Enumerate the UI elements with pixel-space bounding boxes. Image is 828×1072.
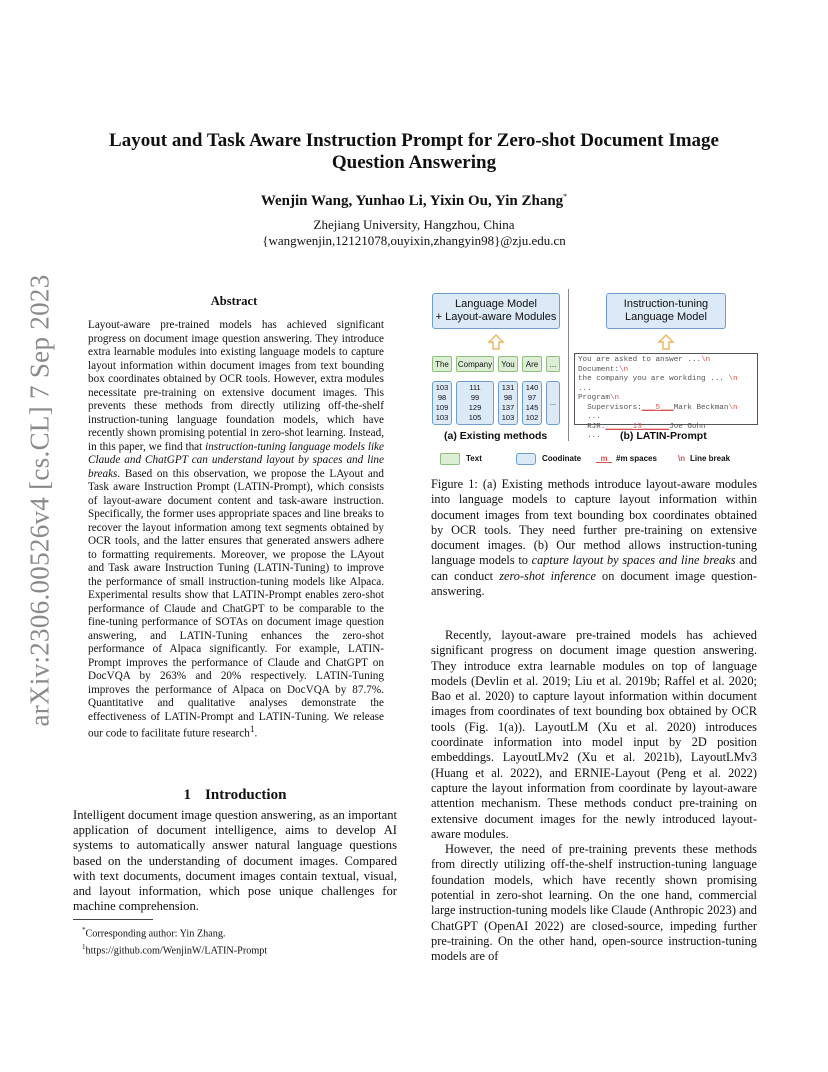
prompt-spaces-marker: ___5___	[641, 403, 674, 412]
prompt-line-text: ...	[578, 384, 592, 393]
footnote-1	[82, 924, 402, 941]
emails: {wangwenjin,12121078,ouyixin,zhangyin98}@zju.edu.cn	[262, 233, 566, 248]
prompt-line	[578, 404, 754, 414]
legend-text-label: Text	[466, 454, 482, 463]
caption-emphasis-1: capture layout by spaces and line breaks	[531, 553, 736, 568]
prompt-line	[578, 375, 754, 385]
left-model-line-2: + Layout-aware Modules	[435, 311, 557, 323]
coord-value: 109	[435, 403, 449, 412]
arxiv-identifier-stamp	[20, 273, 60, 727]
prompt-line	[578, 394, 754, 404]
authors-names: Wenjin Wang, Yunhao Li, Yixin Ou, Yin Zhang	[260, 193, 564, 209]
prompt-line-text: RJR:	[578, 422, 606, 431]
legend-spaces-label: #m spaces	[616, 454, 657, 463]
coord-value: 145	[525, 403, 539, 412]
legend-coord-swatch	[516, 453, 536, 465]
prompt-newline-marker: \n	[609, 394, 620, 402]
prompt-line-text: You are asked to answer ...	[578, 356, 702, 364]
prompt-line-text: ...	[578, 413, 601, 421]
coord-column-4	[522, 381, 542, 425]
token-you: You	[498, 356, 518, 372]
prompt-line-text: ...	[578, 432, 601, 440]
prompt-line	[578, 366, 754, 376]
coord-column-2	[456, 381, 494, 425]
caption-part-c: on document image question-answering.	[431, 568, 757, 599]
coord-column-ellipsis	[546, 381, 560, 425]
paragraph-recently: Recently, layout-aware pre-trained models has achieved significant progress on document image question answering. They introduce extra learnable modules on top of language models (Devlin et al. 2019; Liu et al. 2019b; Raffel et al. 2020; Bao et al. 2020) to capture layout information within document images from coordinates of text bounding box obtained by OCR tools (Fig. 1(a)). LayoutLM (Xu et al. 2020) introduces coordinate information into model input by 2D position embeddings. LayoutLMv2 (Xu et al. 2021b), LayoutLMv3 (Huang et al. 2022), and ERNIE-Layout (Peng et al. 2022) capture the layout information from coordinate by layout-aware attention mechanism. These methods conduct pre-training on extensive document images for the newly introduced layout-aware modules.	[431, 628, 757, 841]
footnotes	[82, 924, 402, 958]
coord-value: 98	[437, 393, 447, 402]
footnote-1-text: Corresponding author: Yin Zhang.	[85, 928, 226, 940]
abstract-part-2: . Based on this observation, we propose the LAyout and Task aware Instruction Prompt (LATIN-Prompt), which consists of layout-aware document content and task-aware instruction. Specifically, the former uses appropriate spaces and line breaks to recover the layout information among text segments obtained by OCR tools, and the latter ensures that generated answers adhere to formatting requirements. Moreover, we propose the LAyout and Task aware Instruction Tuning (LATIN-Tuning) to improve the performance of small instruction-tuning models like Alpaca. Experimental results show that LATIN-Prompt enables zero-shot performance of Claude and ChatGPT to be comparable to the fine-tuning performance of SOTAs on document image question answering, and LATIN-Tuning enhances the zero-shot performance of Alpaca significantly. For example, LATIN-Prompt improves the performance of Claude and ChatGPT on DocVQA by 263% and 20% respectively. LATIN-Tuning improves the performance of Alpaca on DocVQA by 87.7%. Quantitative and qualitative analyses demonstrate the effectiveness of LATIN-Prompt and LATIN-Tuning. We release our code to facilitate future research	[88, 467, 384, 740]
coord-value: 140	[525, 383, 539, 392]
legend-m: m	[600, 454, 608, 463]
coord-value: 97	[527, 393, 537, 402]
legend-newline-symbol: \n	[678, 454, 686, 463]
footnote-2	[82, 941, 402, 958]
prompt-line-text: Supervisors:	[578, 403, 642, 412]
right-model-line-2: Language Model	[625, 311, 707, 323]
right-column-body	[431, 628, 757, 965]
prompt-line-text: the company you are workding ...	[578, 375, 729, 383]
coord-column-1	[432, 381, 452, 425]
arxiv-id-text: arXiv:2306.00526v4 [cs.CL] 7 Sep 2023	[24, 273, 55, 727]
affiliation-block	[80, 217, 748, 249]
prompt-newline-marker: \n	[728, 403, 738, 412]
prompt-line	[578, 356, 754, 366]
prompt-newline-marker: \n	[619, 365, 629, 374]
legend-spaces-symbol	[596, 454, 612, 463]
up-arrow-icon	[657, 334, 675, 350]
abstract-heading: Abstract	[210, 294, 258, 308]
coord-value: 103	[435, 413, 449, 422]
prompt-spaces-marker: ______13______	[605, 422, 670, 431]
coord-value: ...	[549, 398, 557, 407]
prompt-line-text: Document:	[578, 365, 620, 374]
token-ellipsis: ...	[546, 356, 560, 372]
coord-value: 99	[470, 393, 480, 402]
coord-value: 105	[468, 413, 482, 422]
footnote-divider	[73, 919, 153, 920]
prompt-line-value: Mark Beckman	[673, 403, 729, 412]
left-model-line-1: Language Model	[455, 298, 537, 310]
caption-part-b: and can conduct	[431, 553, 757, 583]
figure-label-a: (a) Existing methods	[444, 430, 548, 442]
legend-coord-label: Coodinate	[542, 454, 582, 463]
instruction-tuning-model-box	[606, 293, 726, 329]
figure-divider	[568, 289, 569, 441]
section-number: 1	[183, 787, 192, 803]
coord-value: 137	[501, 403, 515, 412]
section-heading-introduction	[73, 787, 397, 804]
abstract-emphasis: instruction-tuning language models like Claude and ChatGPT can understand layout by spaces and line breaks	[88, 440, 384, 480]
token-are: Are	[522, 356, 542, 372]
figure-1	[428, 289, 758, 469]
prompt-line	[578, 385, 754, 395]
abstract-part-1: Layout-aware pre-trained models has achieved significant progress on document image question answering. They introduce extra learnable modules into existing language models to capture layout information within document images from text bounding box coordinates obtained by OCR tools. However, extra modules necessitate pre-training on extensive document images. This prevents these methods from directly utilizing off-the-shelf instruction-tuning language foundation models, which have recently shown promising potential in zero-shot learning. Instead, in this paper, we find that	[88, 319, 384, 453]
caption-emphasis-2: zero-shot inference	[499, 568, 596, 583]
abstract-body	[88, 319, 384, 741]
intro-paragraph: Intelligent document image question answering, as an important application of document intelligence, aims to develop AI systems to automatically answer natural language questions based on the understanding of document images. Compared with text documents, document images contain textual, visual, and layout information, which pose unique challenges for machine comprehension.	[73, 808, 397, 914]
author-mark: *	[563, 192, 568, 201]
section-title: Introduction	[205, 787, 287, 803]
prompt-newline-marker: \n	[728, 375, 738, 383]
right-model-line-1: Instruction-tuning	[623, 298, 709, 310]
coord-value: 103	[435, 383, 449, 392]
coord-value: 98	[503, 393, 513, 402]
coord-column-3	[498, 381, 518, 425]
up-arrow-icon	[487, 334, 505, 350]
footnote-2-link[interactable]: https://github.com/WenjinW/LATIN-Prompt	[85, 945, 268, 957]
footnote-1-mark: *	[82, 926, 86, 934]
affiliation: Zhejiang University, Hangzhou, China	[313, 217, 515, 232]
token-company: Company	[456, 356, 494, 372]
caption-part-a: Figure 1: (a) Existing methods introduce layout-aware modules into language models to capture layout information within document images from text bounding box coordinates obtained by OCR tools. They need further pre-training on extensive document images. (b) Our method allows instruction-tuning language models to	[431, 477, 757, 568]
layout-aware-model-box	[432, 293, 560, 329]
coord-value: 102	[525, 413, 539, 422]
footnote-2-mark: 1	[82, 942, 86, 951]
prompt-newline-marker: \n	[701, 356, 711, 364]
coord-value: 131	[501, 383, 515, 392]
authors-line	[80, 192, 748, 210]
coord-value: 129	[468, 403, 482, 412]
prompt-line	[578, 413, 754, 423]
paragraph-however: However, the need of pre-training prevents these methods from directly utilizing off-the-shelf instruction-tuning language foundation models, which have recently shown promising potential in zero-shot learning. On the one hand, commercial large instruction-tuning models like Claude (Anthropic 2023) and ChatGPT (OpenAI 2022) are closed-source, impeding further pre-training. On the other hand, open-source instruction-tuning models are of	[431, 842, 757, 964]
coord-value: 111	[469, 383, 481, 392]
figure-legend	[428, 451, 758, 467]
prompt-line-text: Program	[578, 394, 610, 402]
token-the: The	[432, 356, 452, 372]
paper-title: Layout and Task Aware Instruction Prompt for Zero-shot Document Image Question Answering	[109, 130, 719, 173]
legend-newline-label: Line break	[690, 454, 731, 463]
figure-caption	[431, 477, 757, 599]
figure-label-b: (b) LATIN-Prompt	[620, 430, 707, 442]
prompt-line-value: Joe Gohn	[669, 422, 706, 431]
legend-text-swatch	[440, 453, 460, 465]
abstract-footnote-mark: 1	[249, 725, 255, 735]
coord-value: 103	[501, 413, 515, 422]
abstract-end: .	[254, 727, 258, 740]
